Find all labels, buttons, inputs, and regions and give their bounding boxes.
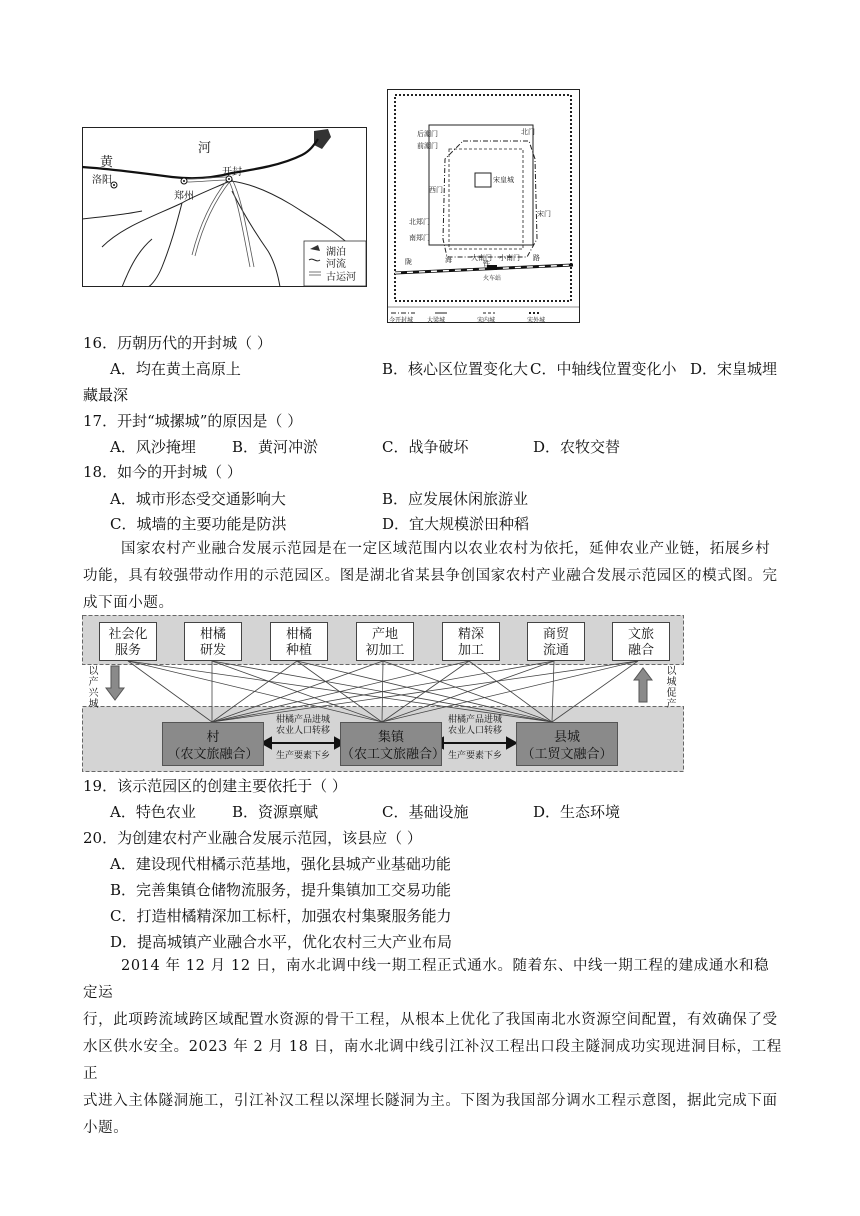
vchar: 以 [666,666,677,677]
label-he: 河 [198,141,212,156]
box-line-2: 服务 [114,643,141,658]
q16-option-a[interactable]: A．均在黄土高原上 [110,360,241,378]
box-line-2: 融合 [627,643,654,658]
q19-option-c[interactable]: C．基础设施 [382,803,469,821]
hub-town [340,722,446,766]
hub-subtitle: （农文旅融合） [167,747,259,762]
label-road-3: 铁 [483,260,490,268]
para2-line1: 2014 年 12 月 12 日，南水北调中线一期工程正式通水。随着东、中线一期工程的建成通水和稳定运 [83,958,770,1001]
q20-option-a[interactable]: A．建设现代柑橘示范基地，强化县城产业基础功能 [110,855,451,873]
box-line-2: 种植 [285,643,312,658]
question-18: 18．如今的开封城（ ） [83,463,242,481]
q16-option-b[interactable]: B．核心区位置变化大 [382,360,529,378]
box-deep-processing [442,622,500,661]
box-line-2: 初加工 [365,643,405,658]
box-line-2: 流通 [542,643,569,658]
question-17: 17．开封“城摞城”的原因是（ ） [83,412,303,430]
label-station: 火车站 [483,275,502,282]
box-line-1: 产地 [371,627,398,642]
label-songmen: 宋门 [537,210,551,218]
q18-option-a[interactable]: A．城市形态受交通影响大 [110,490,286,508]
vchar: 兴 [88,688,99,699]
vchar: 城 [88,699,99,710]
box-line-1: 商贸 [542,627,569,642]
intro-paragraph-1 [83,536,783,617]
q20-option-d[interactable]: D．提高城镇产业融合水平，优化农村三大产业布局 [110,933,453,951]
kaifeng-city-plan-graphic [387,89,580,323]
box-trade-logistics [527,622,585,661]
q20-option-c[interactable]: C．打造柑橘精深加工标杆，加强农村集聚服务能力 [110,907,452,925]
label-road-1: 陇 [405,258,412,266]
hub-subtitle: （工贸文融合） [521,747,613,762]
label-zhengzhou: 郑州 [174,191,194,202]
q16-option-c[interactable]: C．中轴线位置变化小 [530,360,677,378]
hub-title: 村 [206,730,220,745]
q18-option-c[interactable]: C．城墙的主要功能是防洪 [110,515,287,533]
box-citrus-rnd [184,622,242,661]
industry-integration-diagram [82,614,684,772]
box-citrus-planting [270,622,328,661]
hub-county [516,722,618,766]
box-line-1: 柑橘 [199,627,226,642]
yellow-river-map [82,127,367,287]
flow-right-bottom: 生产要素下乡 [447,751,502,761]
legend-daliang: 大梁城 [427,317,446,324]
vchar: 以 [88,666,99,677]
legend-song-inner: 宋内城 [477,317,496,324]
label-industry-builds-city [88,666,99,710]
label-road-2: 海 [445,256,452,264]
question-19: 19．该示范园区的创建主要依托于（ ） [83,777,347,795]
q16-option-d[interactable]: D．宋皇城埋 [690,360,778,378]
box-line-2: 研发 [199,643,226,658]
hub-title: 县城 [553,730,580,745]
label-beimen: 北门 [521,128,535,136]
legend-song-outer: 宋外城 [527,317,546,324]
label-huang: 黄 [100,155,114,170]
box-line-1: 柑橘 [285,627,312,642]
question-20: 20．为创建农村产业融合发展示范园，该县应（ ） [83,829,422,847]
hub-village [162,722,264,766]
para2-line5: 小题。 [83,1120,129,1136]
label-qianmen: 前潮门 [417,142,438,150]
q16-option-d-continued: 藏最深 [83,386,129,404]
vchar: 促 [666,688,677,699]
para1-line1: 国家农村产业融合发展示范园是在一定区域范围内以农业农村为依托，延伸农业产业链，拓展乡村 [121,541,771,557]
label-songhuangcheng: 宋皇城 [493,176,514,184]
yellow-river-map-graphic [82,127,367,287]
box-line-1: 精深 [457,627,484,642]
box-primary-processing [356,622,414,661]
label-houmen: 后潮门 [417,130,438,138]
q17-option-d[interactable]: D．农牧交替 [533,438,621,456]
label-city-promotes-industry [666,666,677,710]
q19-option-a[interactable]: A．特色农业 [110,803,196,821]
q20-option-b[interactable]: B．完善集镇仓储物流服务，提升集镇加工交易功能 [110,881,452,899]
legend-lake: 湖泊 [326,247,346,258]
vchar: 城 [666,677,677,688]
box-line-1: 社会化 [108,627,148,642]
hub-subtitle: （农工文旅融合） [341,747,446,762]
q18-option-d[interactable]: D．宜大规模淤田种稻 [382,515,530,533]
flow-left-top-2: 农业人口转移 [275,726,330,736]
flow-right-top-1: 柑橘产品进城 [447,715,502,725]
vchar: 产 [666,699,677,710]
q17-option-b[interactable]: B．黄河冲淤 [232,438,319,456]
para2-line2: 行，此项跨流域跨区域配置水资源的骨干工程，从根本上优化了我国南北水资源空间配置，有效确保了受 [83,1012,778,1028]
label-luoyang: 洛阳 [92,175,112,186]
intro-paragraph-2 [83,953,783,1142]
label-ximen: 西门 [429,186,443,194]
flow-left-top-1: 柑橘产品进城 [275,715,330,725]
label-kaifeng: 开封 [222,167,242,178]
legend-canal: 古运河 [326,272,356,283]
q19-option-d[interactable]: D．生态环境 [533,803,621,821]
para1-line3: 成下面小题。 [83,595,174,611]
q19-option-b[interactable]: B．资源禀赋 [232,803,319,821]
hub-title: 集镇 [377,730,404,745]
box-line-1: 文旅 [627,627,654,642]
box-culture-tourism [612,622,670,661]
q17-option-c[interactable]: C．战争破坏 [382,438,469,456]
label-beizhengmen: 北郑门 [409,218,430,226]
label-danan: 大南门 [471,254,492,262]
box-line-2: 加工 [457,643,484,658]
para2-line3: 水区供水安全。2023 年 2 月 18 日，南水北调中线引江补汉工程出口段主隧洞成功实现进洞目标，工程正 [83,1039,782,1082]
question-16: 16．历朝历代的开封城（ ） [83,334,272,352]
label-xiaonan: 小南门 [499,254,520,262]
para2-line4: 式进入主体隧洞施工，引江补汉工程以深埋长隧洞为主。下图为我国部分调水工程示意图，据此完成下面 [83,1093,778,1109]
para1-line2: 功能，具有较强带动作用的示范园区。图是湖北省某县争创国家农村产业融合发展示范园区的模式图。完 [83,568,778,584]
flow-left-bottom: 生产要素下乡 [275,751,330,761]
legend-modern: 今开封城 [389,317,414,324]
label-nanzhengmen: 南郑门 [409,234,430,242]
legend-river: 河流 [326,259,346,270]
flow-right-top-2: 农业人口转移 [447,726,502,736]
q17-option-a[interactable]: A．风沙掩埋 [110,438,196,456]
vchar: 产 [88,677,99,688]
kaifeng-city-plan [387,89,580,323]
q18-option-b[interactable]: B．应发展休闲旅游业 [382,490,529,508]
label-road-4: 路 [533,254,540,262]
box-social-service [99,622,157,661]
